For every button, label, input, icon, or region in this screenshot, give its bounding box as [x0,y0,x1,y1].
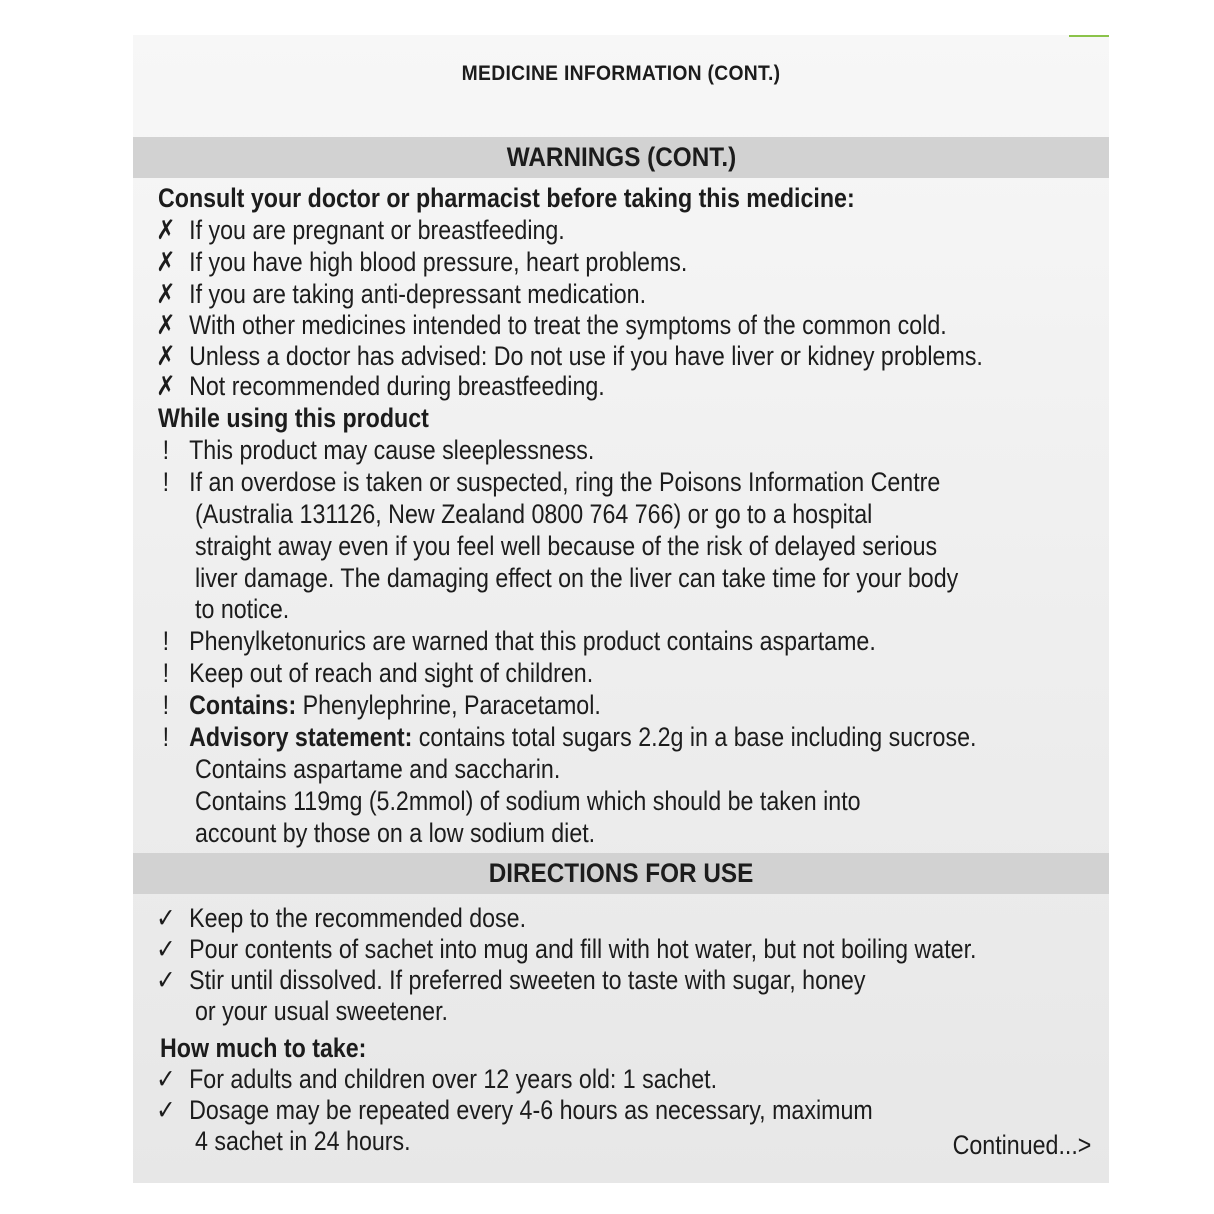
exclamation-icon: ! [162,722,170,752]
consult-item-text: If you have high blood pressure, heart problems. [189,247,688,277]
advisory-text-cont: Contains aspartame and saccharin. [195,754,561,784]
medicine-info-panel [133,35,1109,1183]
advisory-text-cont: Contains 119mg (5.2mmol) of sodium which should be taken into [195,786,861,816]
continued-label: Continued...> [952,1130,1091,1160]
warning-text: If an overdose is taken or suspected, ring the Poisons Information Centre [189,467,941,497]
direction-text-cont: or your usual sweetener. [195,996,448,1026]
exclamation-icon: ! [162,467,170,497]
advisory-label: Advisory statement: [189,722,413,752]
check-icon: ✓ [156,1095,176,1125]
check-icon: ✓ [156,965,176,995]
check-icon: ✓ [156,903,176,933]
dosage-text-cont: 4 sachet in 24 hours. [195,1126,411,1156]
exclamation-icon: ! [162,690,170,720]
consult-item-text: With other medicines intended to treat the symptoms of the common cold. [189,310,947,340]
direction-text: Pour contents of sachet into mug and fill with hot water, but not boiling water. [189,934,977,964]
advisory-text: contains total sugars 2.2g in a base including sucrose. [412,722,977,752]
directions-band [133,853,1109,894]
cross-icon: ✗ [156,279,176,309]
cross-icon: ✗ [156,247,176,277]
while-using-heading: While using this product [158,403,429,433]
warning-text: This product may cause sleeplessness. [189,435,595,465]
contains-label: Contains: [189,690,297,720]
warning-text: Phenylketonurics are warned that this product contains aspartame. [189,626,876,656]
warning-text-cont: straight away even if you feel well because of the risk of delayed serious [195,531,938,561]
warning-text-cont: liver damage. The damaging effect on the liver can take time for your body [195,563,959,593]
consult-item-text: Unless a doctor has advised: Do not use if you have liver or kidney problems. [189,341,983,371]
how-much-heading: How much to take: [160,1033,367,1063]
dosage-text: Dosage may be repeated every 4-6 hours as necessary, maximum [189,1095,873,1125]
warning-text-cont: to notice. [195,594,290,624]
exclamation-icon: ! [162,658,170,688]
consult-item-text: If you are taking anti-depressant medication. [189,279,647,309]
contains-line [189,689,601,721]
exclamation-icon: ! [162,626,170,656]
warning-text-cont: (Australia 131126, New Zealand 0800 764 766) or go to a hospital [195,499,873,529]
consult-heading: Consult your doctor or pharmacist before taking this medicine: [158,183,855,213]
page-title: MEDICINE INFORMATION (CONT.) [461,62,781,85]
green-accent-bar [1069,35,1109,37]
direction-text: Keep to the recommended dose. [189,903,527,933]
direction-text: Stir until dissolved. If preferred sweeten to taste with sugar, honey [189,965,866,995]
dosage-text: For adults and children over 12 years old: 1 sachet. [189,1064,718,1094]
directions-band-title: DIRECTIONS FOR USE [488,858,754,888]
warning-text: Keep out of reach and sight of children. [189,658,594,688]
cross-icon: ✗ [156,371,176,401]
advisory-text-cont: account by those on a low sodium diet. [195,818,596,848]
contains-text: Phenylephrine, Paracetamol. [296,690,601,720]
cross-icon: ✗ [156,310,176,340]
cross-icon: ✗ [156,215,176,245]
consult-item-text: Not recommended during breastfeeding. [189,371,605,401]
check-icon: ✓ [156,1064,176,1094]
check-icon: ✓ [156,934,176,964]
cross-icon: ✗ [156,341,176,371]
warnings-band-title: WARNINGS (CONT.) [506,142,736,172]
exclamation-icon: ! [162,435,170,465]
warnings-band [133,137,1109,178]
advisory-line [189,721,976,753]
consult-item-text: If you are pregnant or breastfeeding. [189,215,565,245]
